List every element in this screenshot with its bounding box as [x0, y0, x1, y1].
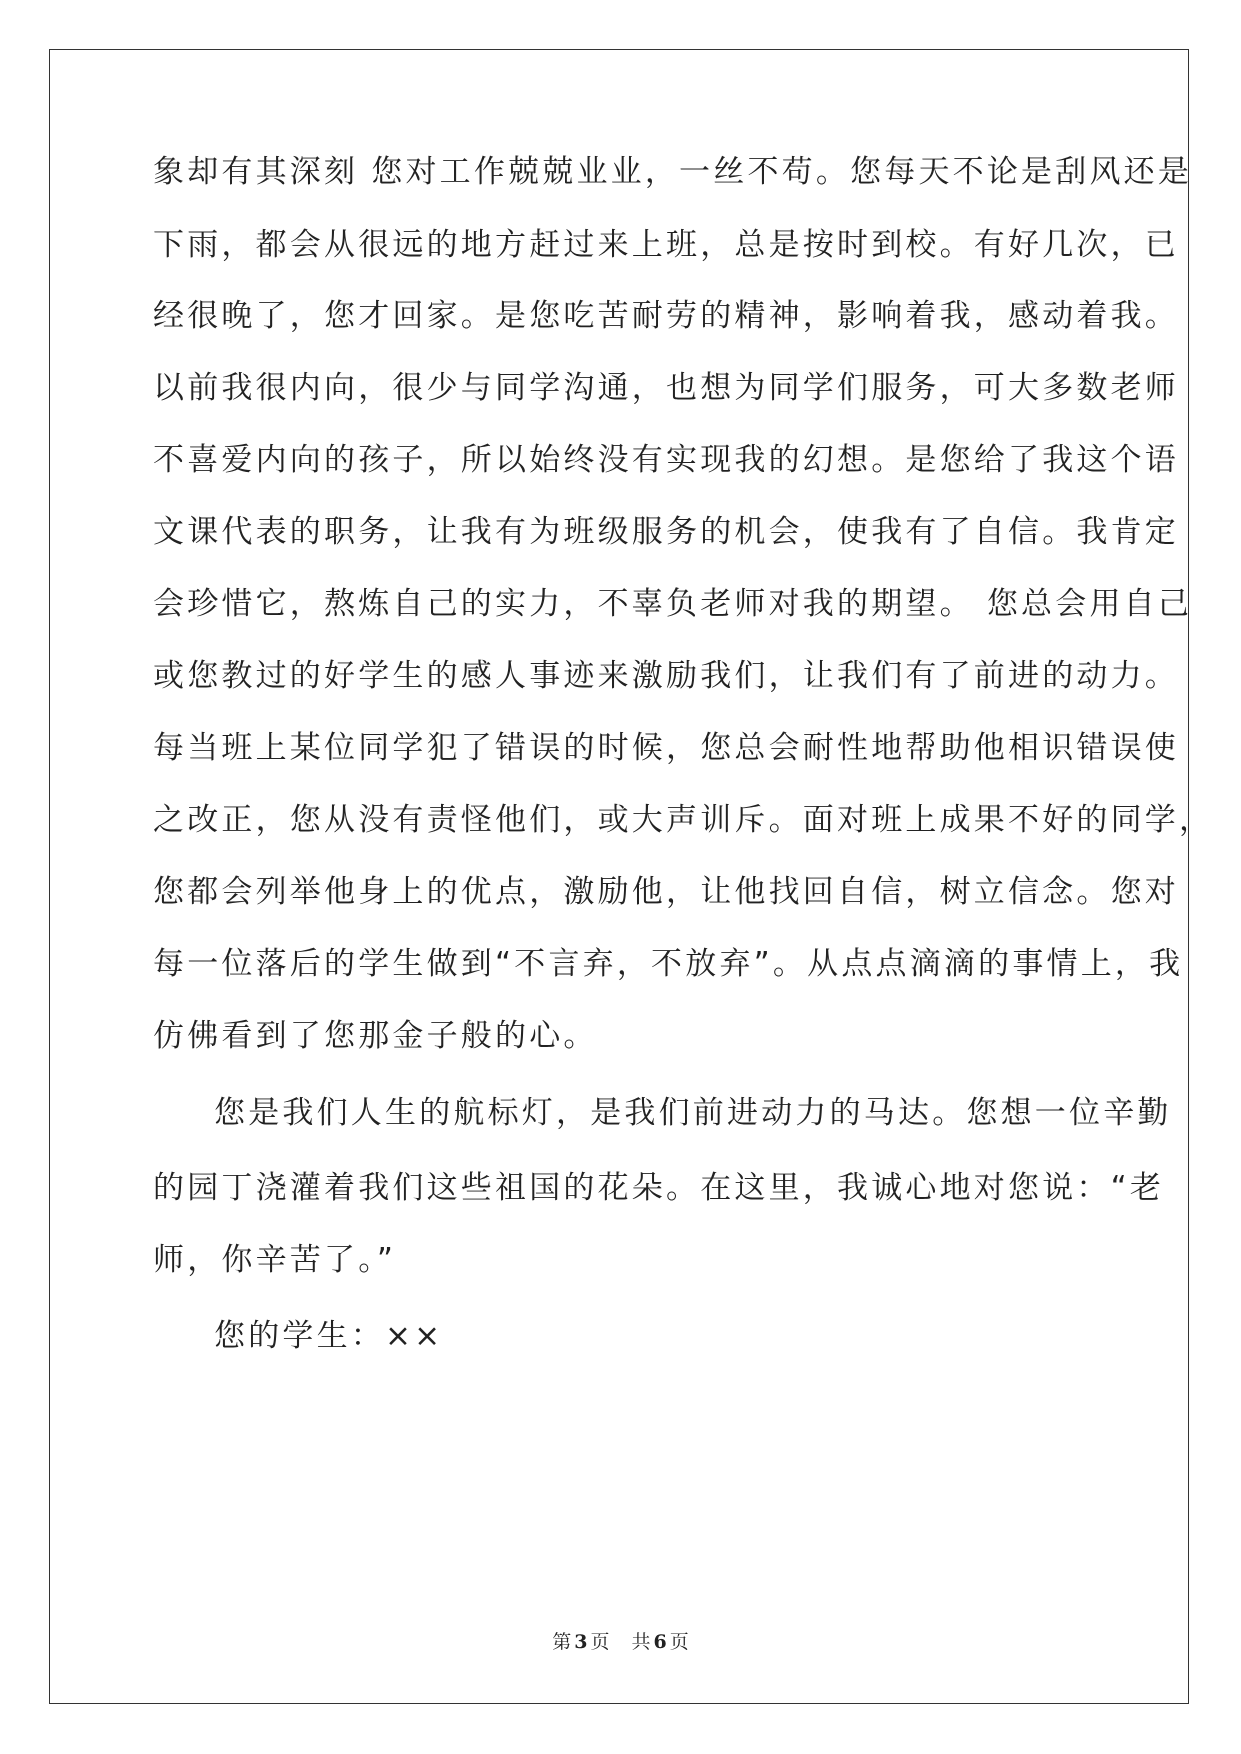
body-line: 每当班上某位同学犯了错误的时候，您总会耐性地帮助他相识错误使 — [153, 730, 1179, 766]
body-line: 的园丁浇灌着我们这些祖国的花朵。在这里，我诚心地对您说：“老 — [153, 1170, 1165, 1206]
body-line: 您都会列举他身上的优点，激励他，让他找回自信，树立信念。您对 — [153, 874, 1179, 910]
page-total: 6 — [653, 1631, 667, 1653]
body-line: 以前我很内向，很少与同学沟通，也想为同学们服务，可大多数老师 — [153, 370, 1179, 406]
page-suffix: 页 — [590, 1631, 610, 1653]
body-line: 经很晚了，您才回家。是您吃苦耐劳的精神，影响着我，感动着我。 — [153, 298, 1179, 334]
total-prefix: 共 — [631, 1631, 651, 1653]
body-line: 每一位落后的学生做到“不言弃，不放弃”。从点点滴滴的事情上，我 — [153, 946, 1184, 982]
body-line: 下雨，都会从很远的地方赶过来上班，总是按时到校。有好几次，已 — [153, 227, 1179, 263]
body-line: 您是我们人生的航标灯，是我们前进动力的马达。您想一位辛勤 — [214, 1095, 1172, 1131]
page-current: 3 — [574, 1631, 588, 1653]
signature-line: 您的学生：×× — [214, 1318, 444, 1354]
total-suffix: 页 — [669, 1631, 689, 1653]
page-footer — [0, 1627, 1241, 1654]
body-line: 不喜爱内向的孩子，所以始终没有实现我的幻想。是您给了我这个语 — [153, 442, 1179, 478]
body-line: 文课代表的职务，让我有为班级服务的机会，使我有了自信。我肯定 — [153, 514, 1179, 550]
body-line: 或您教过的好学生的感人事迹来激励我们，让我们有了前进的动力。 — [153, 658, 1179, 694]
body-line: 象却有其深刻 您对工作兢兢业业，一丝不苟。您每天不论是刮风还是 — [153, 154, 1193, 190]
body-line: 之改正，您从没有责怪他们，或大声训斥。面对班上成果不好的同学， — [153, 802, 1214, 838]
body-line: 师，你辛苦了。” — [153, 1242, 397, 1278]
page-prefix: 第 — [552, 1631, 572, 1653]
body-line: 仿佛看到了您那金子般的心。 — [153, 1018, 598, 1054]
body-line: 会珍惜它，熬炼自己的实力，不辜负老师对我的期望。 您总会用自己 — [153, 586, 1193, 622]
